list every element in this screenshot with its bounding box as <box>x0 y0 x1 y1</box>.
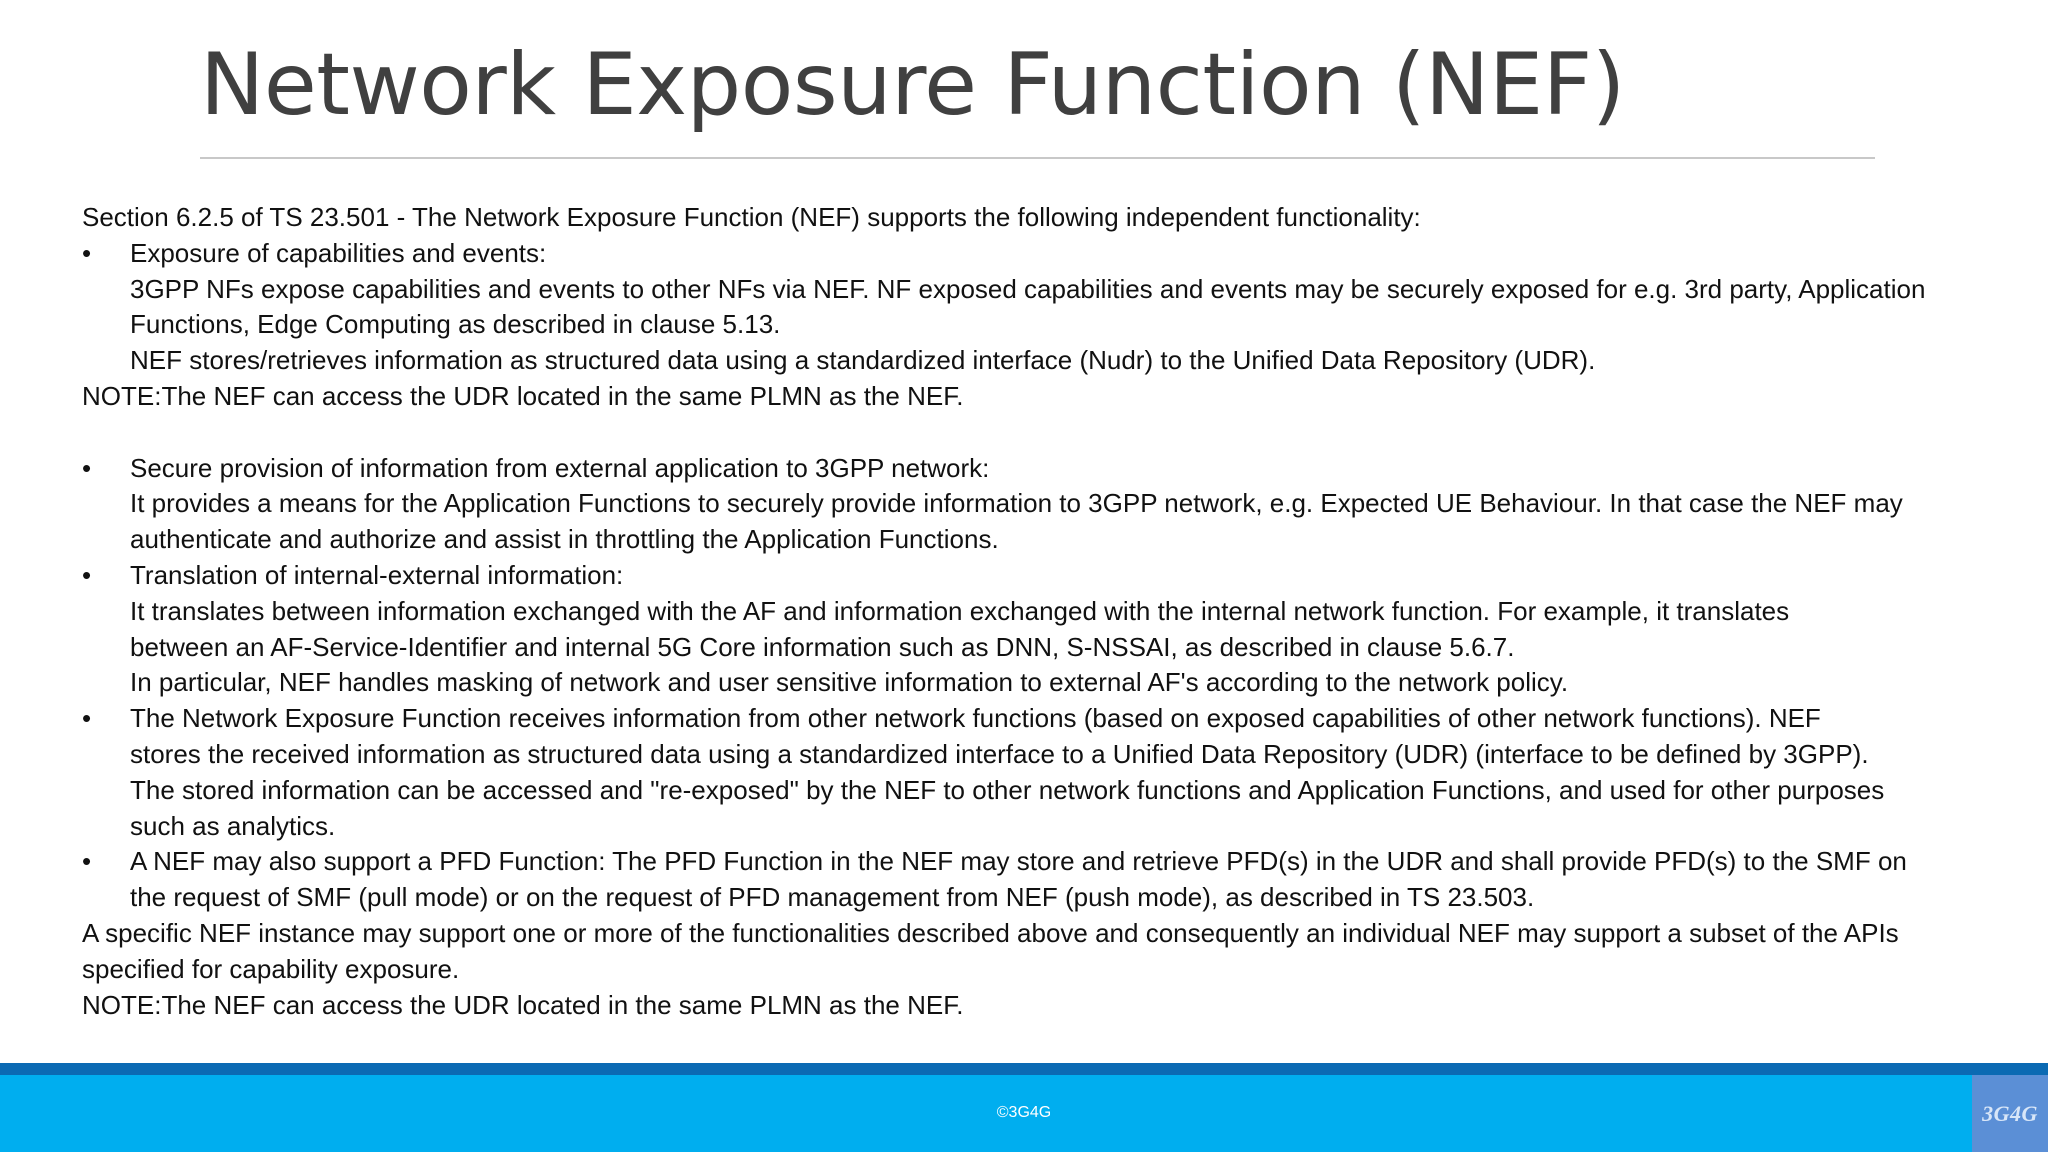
bullet-text: Exposure of capabilities and events: <box>130 237 547 268</box>
secure-provision-detail-line: authenticate and authorize and assist in throttling the Application Functions. <box>130 524 999 555</box>
intro-text: Section 6.2.5 of TS 23.501 - The Network Exposure Function (NEF) supports the following independent functionality: <box>82 202 1421 232</box>
bullet-icon: • <box>82 237 92 268</box>
bullet-text: A NEF may also support a PFD Function: The PFD Function in the NEF may store and retrieve PFD(s) in the UDR and shall provide PFD(s) to the SMF on <box>130 846 1907 877</box>
bullet-icon: • <box>82 703 92 734</box>
receive-information-line: stores the received information as structured data using a standardized interface to a Unified Data Repository (UDR) (interface to be defined by 3GPP). <box>130 738 1869 769</box>
brand-logo <box>1972 1075 2048 1152</box>
outro-text: A specific NEF instance may support one or more of the functionalities described above and consequently an individual NEF may support a subset of the APIs <box>82 917 1899 948</box>
slide-body <box>82 200 1982 1023</box>
bullet-text: The Network Exposure Function receives information from other network functions (based on exposed capabilities of other network functions). NEF <box>130 703 1821 734</box>
receive-information-line: The stored information can be accessed and "re-exposed" by the NEF to other network functions and Application Functions, and used for other purposes <box>130 774 1885 805</box>
bullet-icon: • <box>82 846 92 877</box>
outro-text: specified for capability exposure. <box>82 953 460 984</box>
exposure-detail-line: Functions, Edge Computing as described in clause 5.13. <box>130 309 781 340</box>
exposure-detail-line: NEF stores/retrieves information as structured data using a standardized interface (Nudr) to the Unified Data Repository (UDR). <box>130 345 1596 376</box>
slide-title: Network Exposure Function (NEF) <box>200 35 1625 135</box>
translation-detail-line: In particular, NEF handles masking of network and user sensitive information to external AF's according to the network policy. <box>130 667 1569 698</box>
secure-provision-detail-line: It provides a means for the Application Functions to securely provide information to 3GPP network, e.g. Expected UE Behaviour. In that case the NEF may <box>130 488 1903 519</box>
brand-logo-text: 3G4G <box>1982 1100 2038 1126</box>
bullet-secure-provision-heading <box>82 451 1982 487</box>
bullet-text: Secure provision of information from external application to 3GPP network: <box>130 452 990 483</box>
bullet-icon: • <box>82 559 92 590</box>
spacer <box>82 415 1982 451</box>
translation-detail-line: It translates between information exchanged with the AF and information exchanged with the internal network function. For example, it translates <box>130 595 1790 626</box>
bullet-text: Translation of internal-external information: <box>130 559 624 590</box>
title-divider <box>200 157 1875 159</box>
bullet-translation-heading <box>82 558 1982 594</box>
footer-accent-stripe <box>0 1063 2048 1075</box>
translation-detail-line: between an AF-Service-Identifier and internal 5G Core information such as DNN, S-NSSAI, as described in clause 5.6.7. <box>130 631 1515 662</box>
exposure-detail-line: 3GPP NFs expose capabilities and events to other NFs via NEF. NF exposed capabilities and events may be securely exposed for e.g. 3rd party, Application <box>130 273 1926 304</box>
bullet-icon: • <box>82 452 92 483</box>
footer-copyright: ©3G4G <box>996 1104 1052 1121</box>
bullet-pfd-function <box>82 844 1982 880</box>
note-text: NOTE:The NEF can access the UDR located in the same PLMN as the NEF. <box>82 380 964 411</box>
receive-information-line: such as analytics. <box>130 810 336 841</box>
bullet-receive-information <box>82 701 1982 737</box>
pfd-function-line: the request of SMF (pull mode) or on the request of PFD management from NEF (push mode), as described in TS 23.503. <box>130 882 1535 913</box>
note-text: NOTE:The NEF can access the UDR located in the same PLMN as the NEF. <box>82 989 964 1020</box>
bullet-exposure-heading <box>82 236 1982 272</box>
